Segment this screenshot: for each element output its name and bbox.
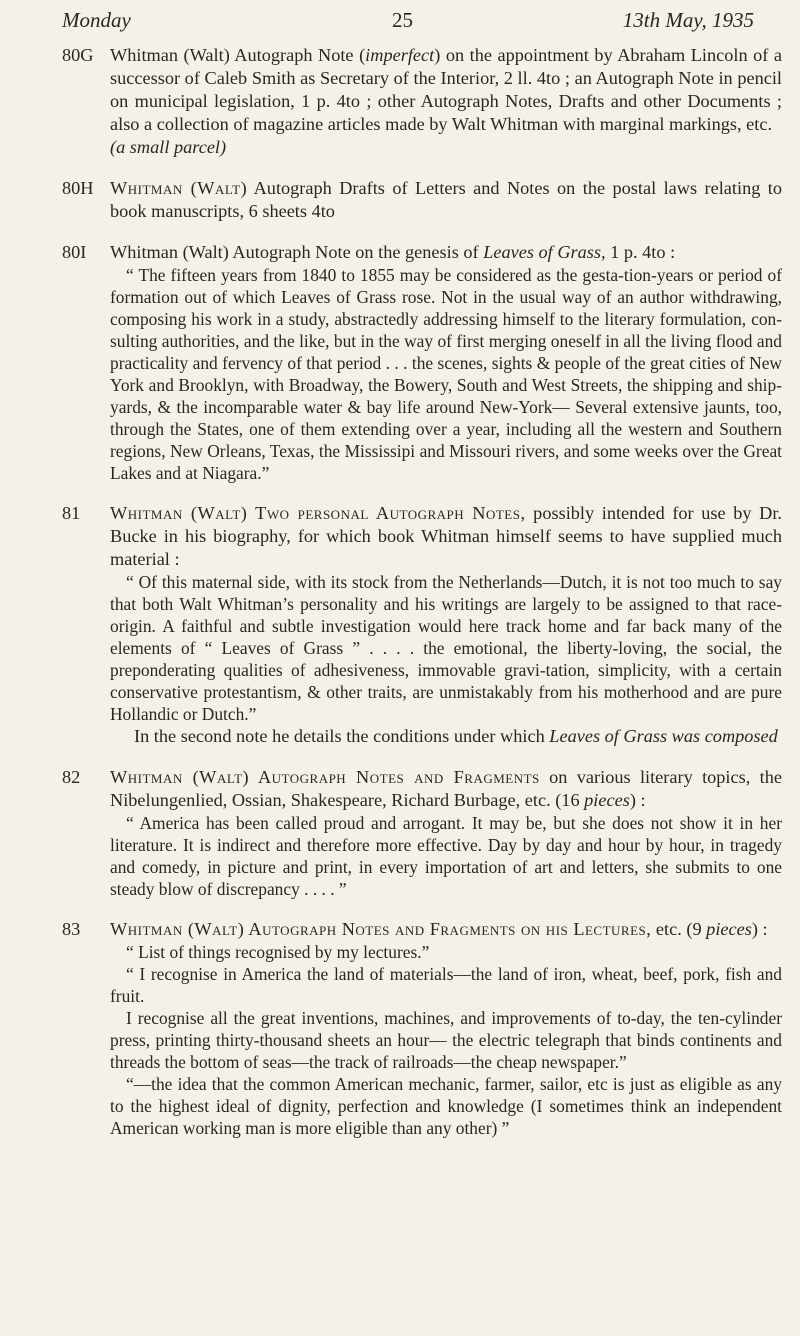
lot-entry — [62, 502, 782, 748]
header-date: 13th May, 1935 — [622, 8, 754, 32]
lot-entry — [62, 241, 782, 484]
lot-number: 81 — [62, 503, 81, 523]
lot-heading: Whitman (Walt) Autograph Note ( — [110, 45, 366, 65]
lot-number: 80G — [62, 45, 94, 65]
lot-entry — [62, 918, 782, 1139]
lot-number: 82 — [62, 767, 81, 787]
page-header — [62, 6, 782, 40]
lot-description: 1 p. 4to : — [605, 242, 676, 262]
lot-description: ) on the appointment by Abraham Lincoln of a successor of Caleb Smith as Secretary of the Interior, 2 ll. 4to ; an Autograph Note in pencil on municipal legislation, 1 p. 4to ; other Autograph Notes, Drafts and other Documents ; also a collection of magazine articles made by Walt Whitman with marginal markings, etc. — [110, 45, 782, 134]
lot-heading: Whitman (Walt) Two personal Autograph Notes, — [110, 503, 526, 523]
lot-description: etc. (9 — [651, 919, 707, 939]
lot-description-italic: pieces — [706, 919, 752, 939]
lot-heading: Whitman (Walt) — [110, 178, 248, 198]
lot-description-end: ) : — [751, 919, 768, 939]
lot-entry — [62, 177, 782, 223]
lot-number: 80I — [62, 242, 87, 262]
lot-heading: Whitman (Walt) Autograph Notes and Fragments — [110, 767, 540, 787]
lot-entry — [62, 766, 782, 900]
lot-heading-italic: Leaves of Grass, — [483, 242, 606, 262]
lot-entry — [62, 44, 782, 159]
lot-heading: Whitman (Walt) Autograph Note on the genesis of — [110, 242, 484, 262]
lot-description-italic: pieces — [584, 790, 630, 810]
lot-quote: “ Of this maternal side, with its stock from the Netherlands—Dutch, it is not too much to say that both Walt Whitman’s personality and his writings are largely to be assigned to that race-origin. A faithful and subtle investigation would here track home and far back many of the elements of “ Leaves of Grass ” . . . . the emotional, the liberty-loving, the social, the preponderating qualities of adhesiveness, immovable gravi-tation, simplicity, with a certain conservative protestantism, & other traits, are unmistakably from his motherhood and are pure Hollandic or Dutch.” — [110, 572, 782, 724]
lot-quote: “ I recognise in America the land of materials—the land of iron, wheat, beef, pork, fish and fruit. — [110, 964, 782, 1006]
page-number: 25 — [392, 8, 413, 32]
lot-heading-italic: imperfect — [365, 45, 435, 65]
lot-quote-continuation: In the second note he details the conditions under which — [134, 726, 550, 746]
lot-quote: “ List of things recognised by my lectures.” — [126, 942, 430, 962]
lot-quote: “—the idea that the common American mechanic, farmer, sailor, etc is just as eligible as any to the highest ideal of dignity, perfection and knowledge (I sometimes think an independent American working man is more eligible than any other) ” — [110, 1074, 782, 1138]
lot-note: (a small parcel) — [110, 137, 227, 157]
lot-description: possibly intended for use by Dr. Bucke in his biography, for which book Whitman himself seems to have supplied much material : — [110, 503, 783, 569]
lot-description-end: ) : — [629, 790, 646, 810]
header-day: Monday — [62, 8, 131, 32]
lot-number: 80H — [62, 178, 94, 198]
lot-quote: “ America has been called proud and arrogant. It may be, but she does not show it in her literature. It is indirect and therefore more effective. Day by day and hour by hour, in tragedy and comedy, in picture and print, in every importation of art and letters, she submits to one steady blow of discrepancy . . . . ” — [110, 813, 782, 899]
lot-heading: Whitman (Walt) Autograph Notes and Fragments on his Lectures, — [110, 919, 652, 939]
lot-description: Autograph Drafts of Letters and Notes on the postal laws relating to book manuscripts, 6 sheets 4to — [110, 178, 782, 221]
lot-description: on various literary topics, the Nibelungenlied, Ossian, Shakespeare, Richard Burbage, etc. (16 — [110, 767, 782, 810]
lot-quote-italic: Leaves of Grass was composed — [549, 726, 778, 746]
lot-quote: I recognise all the great inventions, machines, and improvements of to-day, the ten-cylinder press, printing thirty-thousand sheets an hour— the electric telegraph that binds continents and threads the bottom of seas—the track of railroads—the cheap newspaper.” — [110, 1008, 782, 1072]
lot-quote: “ The fifteen years from 1840 to 1855 may be considered as the gesta-tion-years or period of formation out of which Leaves of Grass rose. Not in the usual way of an author withdrawing, composing his work in a study, abstractedly addressing himself to the literary formulation, con-sulting authorities, and the like, but in the way of first merging oneself in all the living flood and practicality and fervency of that period . . . the scenes, sights & people of the great cities of New York and Brooklyn, with Broadway, the Bowery, South and West Streets, the shipping and ship-yards, & the incomparable water & bay life around New-York— Several extensive jaunts, too, through the States, one of them extending over a year, including all the western and Southern regions, New Orleans, Texas, the Mississipi and Missouri rivers, and some weeks over the Great Lakes and at Niagara.” — [110, 265, 782, 483]
lot-number: 83 — [62, 919, 81, 939]
